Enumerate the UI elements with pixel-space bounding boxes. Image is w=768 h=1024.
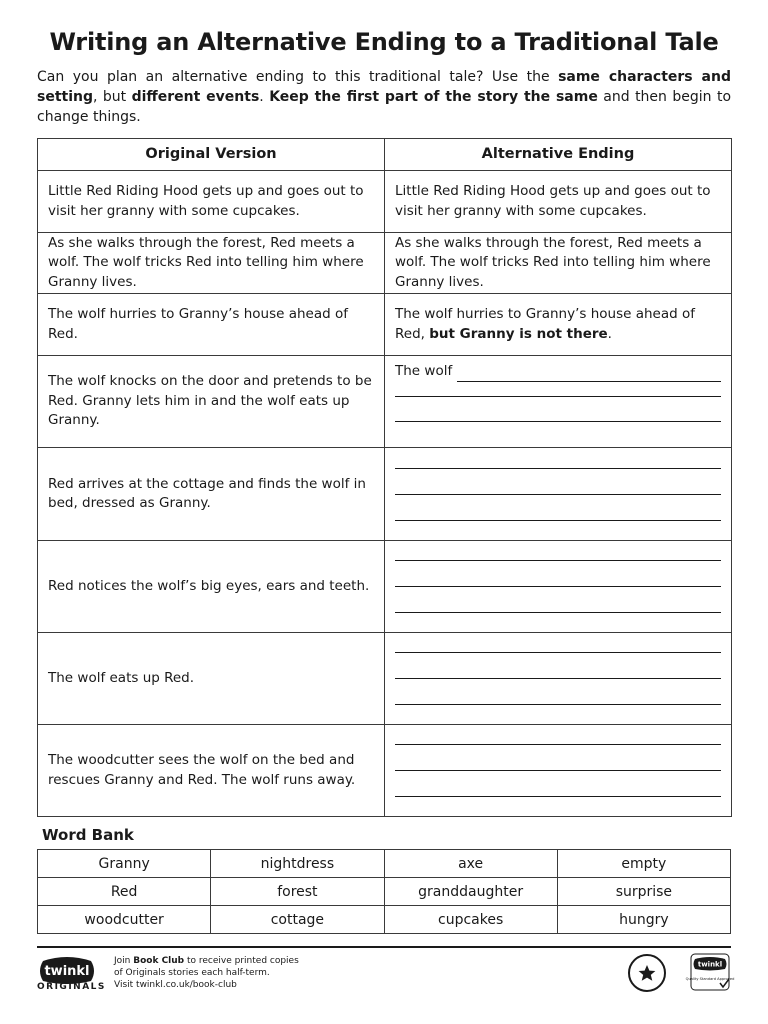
word-bank-word: axe [384, 850, 557, 878]
writing-lines-cell[interactable] [385, 448, 732, 541]
word-bank-word: cupcakes [384, 906, 557, 934]
writing-line[interactable] [395, 652, 721, 653]
original-cell: As she walks through the forest, Red meets a wolf. The wolf tricks Red into telling him where Granny lives. [38, 233, 385, 294]
svg-text:twinkl: twinkl [697, 960, 723, 969]
book-club-text: Join Book Club to receive printed copies of Originals stories each half-term. Visit twinkl.co.uk/book-club [114, 956, 299, 990]
svg-text:twinkl: twinkl [44, 964, 90, 979]
page-title: Writing an Alternative Ending to a Traditional Tale [49, 28, 719, 56]
writing-line[interactable] [395, 744, 721, 745]
logo-subtitle: ORIGINALS [37, 982, 106, 992]
alternative-cell: As she walks through the forest, Red meets a wolf. The wolf tricks Red into telling him where Granny lives. [385, 233, 732, 294]
word-bank-word: surprise [557, 878, 730, 906]
writing-line[interactable] [395, 796, 721, 797]
alternative-cell: Little Red Riding Hood gets up and goes out to visit her granny with some cupcakes. [385, 171, 732, 233]
word-bank-word: empty [557, 850, 730, 878]
writing-line[interactable] [395, 770, 721, 771]
word-bank-word: Granny [38, 850, 211, 878]
original-cell: The woodcutter sees the wolf on the bed and rescues Granny and Red. The wolf runs away. [38, 725, 385, 817]
word-bank-word: Red [38, 878, 211, 906]
writing-lines-cell[interactable] [385, 633, 732, 725]
original-cell: Red arrives at the cottage and finds the wolf in bed, dressed as Granny. [38, 448, 385, 541]
prompt-text: The wolf [395, 363, 453, 379]
footer-divider [37, 946, 731, 948]
original-cell: The wolf hurries to Granny’s house ahead of Red. [38, 294, 385, 356]
word-bank-word: nightdress [211, 850, 384, 878]
writing-line[interactable] [395, 421, 721, 422]
writing-lines-cell[interactable] [385, 725, 732, 817]
original-cell: Little Red Riding Hood gets up and goes out to visit her granny with some cupcakes. [38, 171, 385, 233]
quality-standard-icon [685, 953, 735, 993]
word-bank-word: forest [211, 878, 384, 906]
svg-text:Quality Standard Approved: Quality Standard Approved [685, 977, 735, 981]
writing-line[interactable] [395, 612, 721, 613]
word-bank-word: granddaughter [384, 878, 557, 906]
word-bank-table [37, 849, 731, 934]
writing-lines-cell[interactable] [385, 356, 732, 448]
word-bank-title: Word Bank [42, 826, 134, 844]
writing-line[interactable] [395, 560, 721, 561]
writing-line[interactable] [457, 368, 721, 382]
story-table [37, 138, 732, 817]
writing-line[interactable] [395, 494, 721, 495]
alternative-cell: The wolf hurries to Granny’s house ahead of Red, but Granny is not there. [385, 294, 732, 356]
writing-line[interactable] [395, 586, 721, 587]
writing-line[interactable] [395, 678, 721, 679]
star-badge-icon [627, 953, 667, 993]
original-cell: Red notices the wolf’s big eyes, ears and teeth. [38, 541, 385, 633]
word-bank-word: hungry [557, 906, 730, 934]
header-alternative: Alternative Ending [385, 139, 732, 171]
instructions: Can you plan an alternative ending to this traditional tale? Use the same characters and setting, but different events. Keep the first part of the story the same and then begin to change things. [37, 69, 732, 125]
word-bank-word: cottage [211, 906, 384, 934]
header-original: Original Version [38, 139, 385, 171]
original-cell: The wolf eats up Red. [38, 633, 385, 725]
writing-line[interactable] [395, 468, 721, 469]
word-bank-word: woodcutter [38, 906, 211, 934]
writing-lines-cell[interactable] [385, 541, 732, 633]
original-cell: The wolf knocks on the door and pretends to be Red. Granny lets him in and the wolf eats up Granny. [38, 356, 385, 448]
writing-line[interactable] [395, 396, 721, 397]
writing-line[interactable] [395, 520, 721, 521]
writing-line[interactable] [395, 704, 721, 705]
